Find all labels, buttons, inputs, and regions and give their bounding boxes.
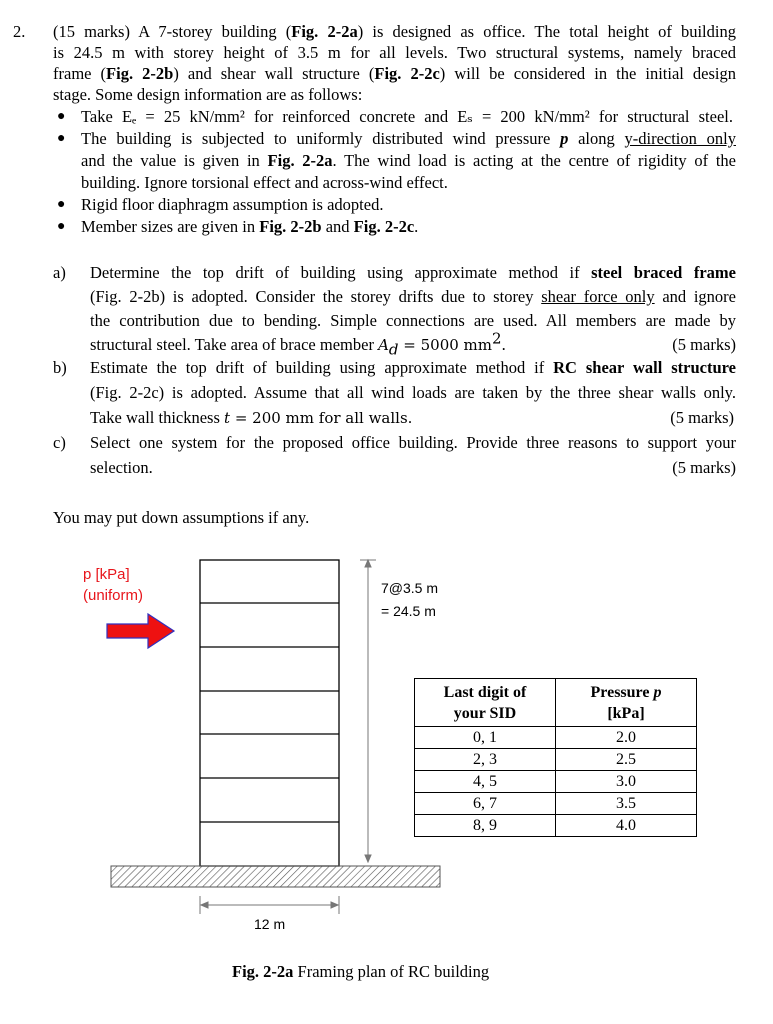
part-c-line-1: Select one system for the proposed office building. Provide three reasons to support your — [90, 433, 736, 452]
bullet-2-line-2: and the value is given in Fig. 2-2a. The wind load is acting at the centre of rigidity of the — [81, 151, 736, 170]
floor-lines — [200, 603, 339, 822]
part-b-line-2: (Fig. 2-2c) is adopted. Assume that all wind loads are taken by the three shear walls only. — [90, 383, 736, 402]
width-label: 12 m — [254, 916, 286, 932]
ground-hatch — [111, 866, 440, 887]
height-label: 7@3.5 m = 24.5 m — [381, 580, 439, 619]
question-intro-line-1: (15 marks) A 7-storey building (Fig. 2-2a) is designed as office. The total height of building — [53, 22, 736, 41]
table-row: 8, 9 4.0 — [415, 815, 697, 837]
part-b-line-1: Estimate the top drift of building using approximate method if RC shear wall structure — [90, 358, 736, 377]
bullet-1: Take Eₑ = 25 kN/mm² for reinforced concrete and Eₛ = 200 kN/mm² for structural steel. — [81, 107, 733, 126]
part-b-marks: (5 marks) — [670, 408, 734, 427]
question-intro-line-4: stage. Some design information are as follows: — [53, 85, 363, 104]
bullet-2-line-3: building. Ignore torsional effect and across-wind effect. — [81, 173, 448, 192]
building-frame — [200, 560, 339, 866]
part-b-line-3: Take wall thickness t = 200 mm for all walls. — [90, 408, 413, 427]
table-row: 4, 5 3.0 — [415, 771, 697, 793]
part-c-line-2: selection. — [90, 458, 153, 477]
bullet-4: Member sizes are given in Fig. 2-2b and Fig. 2-2c. — [81, 217, 419, 236]
table-header-pressure: Pressure p [kPa] — [556, 679, 697, 727]
part-c-label: c) — [53, 433, 66, 452]
part-c-marks: (5 marks) — [672, 458, 736, 477]
figure-caption: Fig. 2-2a Framing plan of RC building — [232, 962, 490, 981]
table-row: 2, 3 2.5 — [415, 749, 697, 771]
load-label: p [kPa] (uniform) — [83, 566, 144, 604]
bullet-dot: ● — [57, 109, 66, 124]
part-a-line-4: structural steel. Take area of brace member $A_d = 5000$ $mm^2$. — [90, 329, 506, 359]
question-intro-line-3: frame (Fig. 2-2b) and shear wall structure (Fig. 2-2c) will be considered in the initial design — [53, 64, 736, 83]
height-dimension — [360, 560, 376, 862]
part-a-line-1: Determine the top drift of building using approximate method if steel braced frame — [90, 263, 737, 282]
bullet-dot: ● — [57, 131, 66, 146]
bullet-3: Rigid floor diaphragm assumption is adopted. — [81, 195, 384, 214]
table-header-sid: Last digit of your SID — [415, 679, 556, 727]
part-a-line-2: (Fig. 2-2b) is adopted. Consider the storey drifts due to storey shear force only and ignore — [90, 287, 736, 306]
bullet-dot: ● — [57, 219, 66, 234]
bullet-dot: ● — [57, 197, 66, 212]
question-intro-line-2: is 24.5 m with storey height of 3.5 m for all levels. Two structural systems, namely braced — [53, 43, 736, 62]
wind-load-arrow — [107, 614, 174, 648]
question-number: 2. — [13, 22, 26, 41]
bullet-2-line-1: The building is subjected to uniformly distributed wind pressure p along y-direction only — [81, 129, 736, 148]
table-row: 0, 1 2.0 — [415, 727, 697, 749]
part-a-marks: (5 marks) — [672, 335, 736, 354]
width-dimension — [200, 896, 339, 914]
pressure-table — [414, 678, 697, 837]
part-a-line-3: the contribution due to bending. Simple connections are used. All members are made by — [90, 311, 736, 330]
part-b-label: b) — [53, 358, 67, 377]
part-a-label: a) — [53, 263, 66, 282]
table-row: 6, 7 3.5 — [415, 793, 697, 815]
assumptions-note: You may put down assumptions if any. — [53, 508, 310, 527]
